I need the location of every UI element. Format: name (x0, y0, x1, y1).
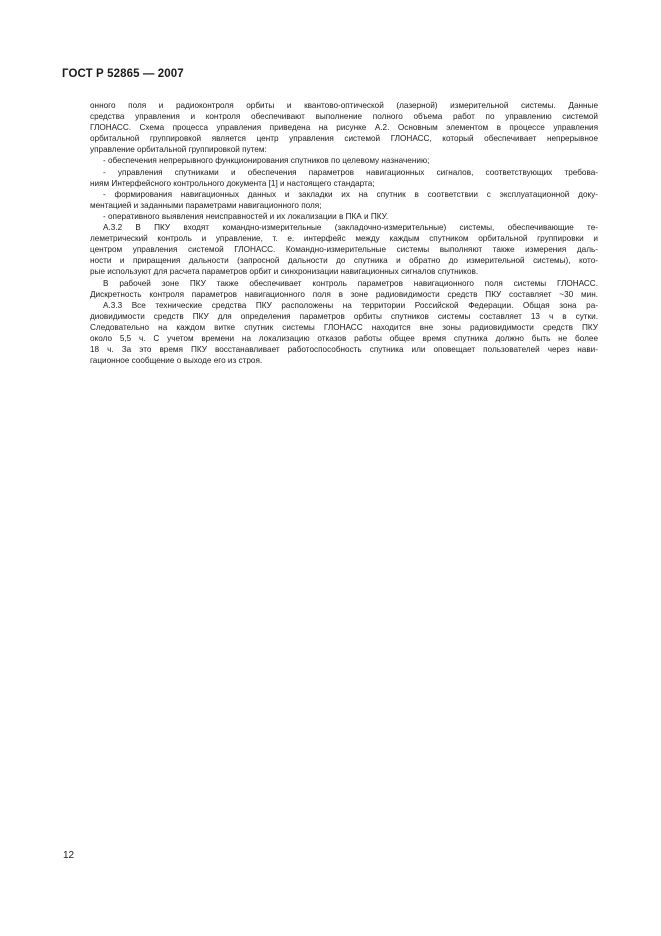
text-line: - управления спутниками и обеспечения параметров навигационных сигналов, соответствующих требова- (103, 167, 598, 177)
text-line: управление орбитальной группировкой путем: (90, 145, 267, 155)
text-line: гационное сообщение о выходе его из строя. (90, 356, 263, 366)
text-line: - оперативного выявления неисправностей и их локализации в ПКА и ПКУ. (103, 211, 388, 221)
text-line: леметрический контроль и управление, т. е. интерфейс между каждым спутником орбитальной группировки и (90, 234, 598, 244)
text-line: около 5,5 ч. С учетом времени на локализацию отказов работы общее время спутника должно быть не более (90, 333, 598, 343)
document-header (62, 68, 184, 80)
text-line: рые используют для расчета параметров орбит и синхронизации навигационных сигналов спутников. (90, 267, 479, 277)
text-line: ментацией и заданными параметрами навигационного поля; (90, 200, 322, 210)
text-line: ГЛОНАСС. Схема процесса управления приведена на рисунке А.2. Основным элементом в процессе управления (90, 123, 598, 133)
text-line: Дискретность контроля параметров навигационного поля в зоне радиовидимости средств ПКУ составляет ~30 мин. (90, 289, 598, 299)
text-line: 18 ч. За это время ПКУ восстанавливает работоспособность спутника или оповещает пользователей через нави- (90, 345, 598, 355)
text-line: - обеспечения непрерывного функционирования спутников по целевому назначению; (103, 156, 430, 166)
text-line: В рабочей зоне ПКУ также обеспечивает контроль параметров навигационного поля системы ГЛОНАСС. (103, 278, 598, 288)
text-line: - формирования навигационных данных и закладки их на спутник в соответствии с эксплуатационной доку- (103, 189, 598, 199)
body-text (90, 100, 598, 366)
text-line: А.3.3 Все технические средства ПКУ расположены на территории Российской Федерации. Общая зона ра- (103, 300, 598, 310)
text-line: А.3.2 В ПКУ входят командно-измерительные (закладочно-измерительные) системы, обеспечивающие те- (103, 223, 598, 233)
text-line: диовидимости средств ПКУ для определения параметров орбиты спутников системы составляет 13 ч в сутки. (90, 311, 598, 321)
text-line: ниям Интерфейсного контрольного документа [1] и настоящего стандарта; (90, 178, 375, 188)
text-line: орбитальной группировкой является центр управления системой ГЛОНАСС, который обеспечивает непрерывное (90, 134, 598, 144)
text-line: онного поля и радиоконтроля орбиты и квантово-оптической (лазерной) измерительной системы. Данные (90, 101, 598, 110)
text-line: Следовательно на каждом витке спутник системы ГЛОНАСС находится вне зоны радиовидимости средств ПКУ (90, 322, 598, 332)
page-number: 12 (63, 850, 75, 861)
text-line: центром управления системой ГЛОНАСС. Командно-измерительные системы выполняют также измерения даль- (90, 245, 598, 255)
text-line: ности и приращения дальности (запросной дальности до спутника и обратно до измерительной системы), кото- (90, 256, 598, 266)
standard-designation: ГОСТ Р 52865 — 2007 (62, 68, 184, 80)
text-line: средства управления и контроля обеспечивают выполнение полного объема работ по управлению системой (90, 112, 598, 122)
